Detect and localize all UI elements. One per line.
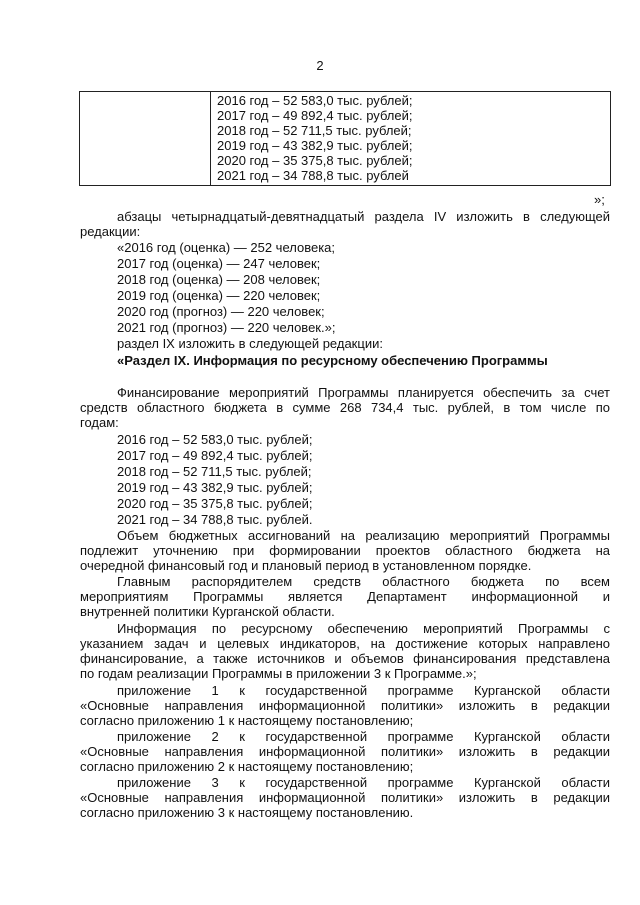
year-line: 2020 год – 35 375,8 тыс. рублей; (117, 496, 313, 511)
manager-para-line: Главным распорядителем средств областного бюджета по всем (117, 574, 610, 589)
budget-para-line: Объем бюджетных ассигнований на реализацию мероприятий Программы (117, 528, 610, 543)
table-line: 2018 год – 52 711,5 тыс. рублей; (217, 123, 412, 138)
table-line: 2021 год – 34 788,8 тыс. рублей (217, 168, 409, 183)
table-line: 2020 год – 35 375,8 тыс. рублей; (217, 153, 413, 168)
appendix-1-line: приложение 1 к государственной программе Курганской области (117, 683, 610, 698)
manager-para-line: внутренней политики Курганской области. (80, 604, 335, 619)
table-close-quote: »; (594, 192, 605, 207)
manager-para-line: мероприятиям Программы является Департамент информационной и (80, 589, 610, 604)
people-line: 2017 год (оценка) — 247 человек; (117, 256, 321, 271)
amend-text: абзацы четырнадцатый-девятнадцатый раздела IV изложить в следующей (117, 209, 610, 224)
appendix-1-line: «Основные направления информационной политики» изложить в редакции (80, 698, 610, 713)
funding-para-line: годам: (80, 415, 119, 430)
people-line: 2021 год (прогноз) — 220 человек.»; (117, 320, 336, 335)
page-number: 2 (316, 58, 324, 73)
section-title: «Раздел IX. Информация по ресурсному обеспечению Программы (117, 353, 548, 368)
people-line: «2016 год (оценка) — 252 человека; (117, 240, 336, 255)
funding-para-line: Финансирование мероприятий Программы планируется обеспечить за счет (117, 385, 610, 400)
funding-para-line: средств областного бюджета в сумме 268 734,4 тыс. рублей, в том числе по (80, 400, 610, 415)
appendix-3-line: «Основные направления информационной политики» изложить в редакции (80, 790, 610, 805)
budget-para-line: подлежит уточнению при формировании проектов областного бюджета на (80, 543, 610, 558)
amend-text: раздел IX изложить в следующей редакции: (117, 336, 383, 351)
appendix-1-line: согласно приложению 1 к настоящему постановлению; (80, 713, 414, 728)
year-line: 2016 год – 52 583,0 тыс. рублей; (117, 432, 313, 447)
info-para-line: Информация по ресурсному обеспечению мероприятий Программы с (117, 621, 610, 636)
year-line: 2018 год – 52 711,5 тыс. рублей; (117, 464, 312, 479)
appendix-3-line: приложение 3 к государственной программе Курганской области (117, 775, 610, 790)
info-para-line: указанием задач и целевых индикаторов, на достижение которых направлено (80, 636, 610, 651)
table-value-cell (211, 92, 611, 186)
people-line: 2019 год (оценка) — 220 человек; (117, 288, 321, 303)
amend-text: редакции: (80, 224, 141, 239)
people-line: 2018 год (оценка) — 208 человек; (117, 272, 321, 287)
appendix-3-line: согласно приложению 3 к настоящему постановлению. (80, 805, 414, 820)
table-label-cell (80, 92, 211, 186)
appendix-2-line: «Основные направления информационной политики» изложить в редакции (80, 744, 610, 759)
appendix-2-line: приложение 2 к государственной программе Курганской области (117, 729, 610, 744)
appendix-2-line: согласно приложению 2 к настоящему постановлению; (80, 759, 414, 774)
table-line: 2016 год – 52 583,0 тыс. рублей; (217, 93, 413, 108)
budget-para-line: очередной финансовый год и плановый период в установленном порядке. (80, 558, 532, 573)
table-line: 2017 год – 49 892,4 тыс. рублей; (217, 108, 413, 123)
table-line: 2019 год – 43 382,9 тыс. рублей; (217, 138, 413, 153)
year-line: 2021 год – 34 788,8 тыс. рублей. (117, 512, 313, 527)
people-line: 2020 год (прогноз) — 220 человек; (117, 304, 325, 319)
year-line: 2017 год – 49 892,4 тыс. рублей; (117, 448, 313, 463)
year-line: 2019 год – 43 382,9 тыс. рублей; (117, 480, 313, 495)
info-para-line: по годам реализации Программы в приложении 3 к Программе.»; (80, 666, 477, 681)
info-para-line: финансирование, а также источников и объемов финансирования представлена (80, 651, 610, 666)
funding-table (79, 91, 611, 186)
